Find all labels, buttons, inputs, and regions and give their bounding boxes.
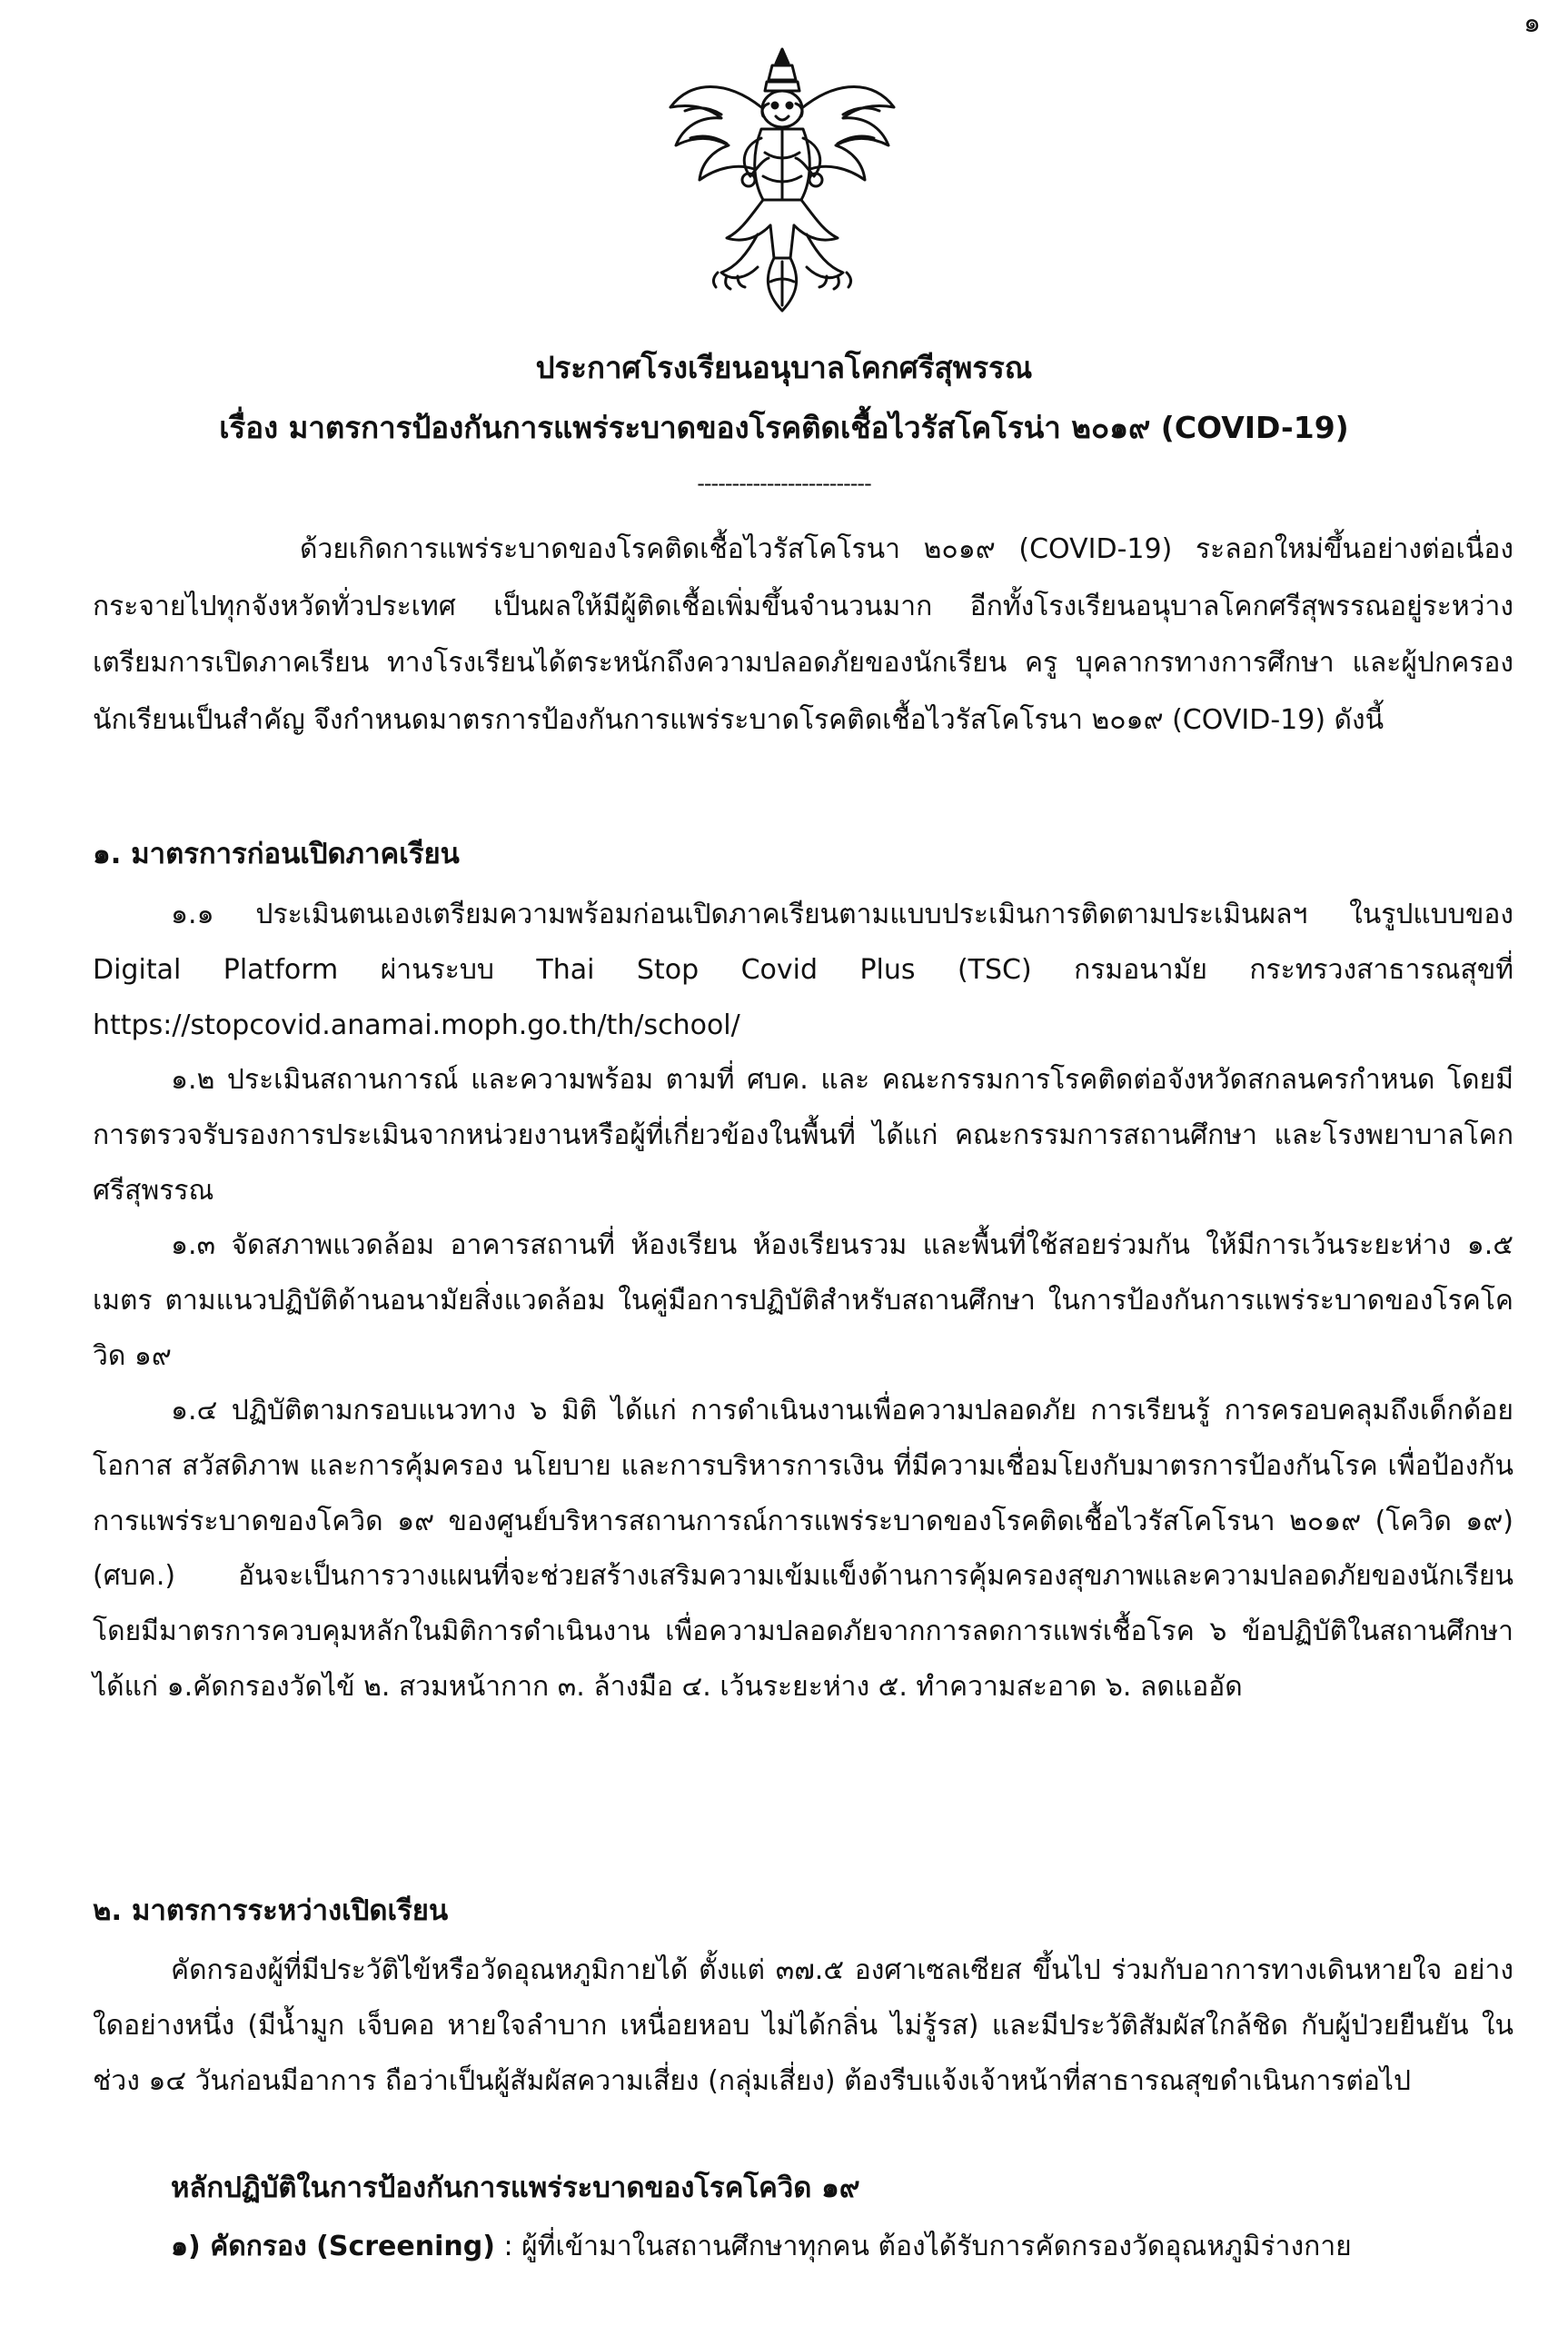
screening-label: ๑) คัดกรอง (Screening): [171, 2231, 495, 2262]
announcement-subject: เรื่อง มาตรการป้องกันการแพร่ระบาดของโรคติดเชื้อไวรัสโคโรน่า ๒๐๑๙ (COVID-19): [219, 410, 1349, 445]
section-1-item-3: ๑.๓ จัดสภาพแวดล้อม อาคารสถานที่ ห้องเรียน ห้องเรียนรวม และพื้นที่ใช้สอยร่วมกัน ให้มีการเว้นระยะห่าง ๑.๕ เมตร ตามแนวปฏิบัติด้านอนามัยสิ่งแวดล้อม ในคู่มือการปฏิบัติสำหรับสถานศึกษา ในการป้องกันการแพร่ระบาดของโรคโควิด ๑๙: [93, 1229, 1513, 1372]
section-2-paragraph: คัดกรองผู้ที่มีประวัติไข้หรือวัดอุณหภูมิกายได้ ตั้งแต่ ๓๗.๕ องศาเซลเซียส ขึ้นไป ร่วมกับอาการทางเดินหายใจ อย่างใดอย่างหนึ่ง (มีน้ำมูก เจ็บคอ หายใจลำบาก เหนื่อยหอบ ไม่ได้กลิ่น ไม่รู้รส) และมีประวัติสัมผัสใกล้ชิด กับผู้ป่วยยืนยัน ในช่วง ๑๔ วันก่อนมีอาการ ถือว่าเป็นผู้สัมผัสความเสี่ยง (กลุ่มเสี่ยง) ต้องรีบแจ้งเจ้าหน้าที่สาธารณสุขดำเนินการต่อไป: [93, 1954, 1513, 2097]
page-number: ๑: [1523, 7, 1541, 39]
section-1-item-1: ๑.๑ ประเมินตนเองเตรียมความพร้อมก่อนเปิดภาคเรียนตามแบบประเมินการติดตามประเมินผลฯ ในรูปแบบของ Digital Platform ผ่านระบบ Thai Stop Covid Plus (TSC) กรมอนามัย กระทรวงสาธารณสุขที่ https://stopcovid.anamai.moph.go.th/th/school/: [93, 899, 1513, 1041]
title-divider: -------------------------: [697, 471, 871, 496]
intro-paragraph: ด้วยเกิดการแพร่ระบาดของโรคติดเชื้อไวรัสโคโรนา ๒๐๑๙ (COVID-19) ระลอกใหม่ขึ้นอย่างต่อเนื่องกระจายไปทุกจังหวัดทั่วประเทศ เป็นผลให้มีผู้ติดเชื้อเพิ่มขึ้นจำนวนมาก อีกทั้งโรงเรียนอนุบาลโคกศรีสุพรรณอยู่ระหว่างเตรียมการเปิดภาคเรียน ทางโรงเรียนได้ตระหนักถึงความปลอดภัยของนักเรียน ครู บุคลากรทางการศึกษา และผู้ปกครองนักเรียนเป็นสำคัญ จึงกำหนดมาตรการป้องกันการแพร่ระบาดโรคติดเชื้อไวรัสโคโรนา ๒๐๑๙ (COVID-19) ดังนี้: [93, 533, 1513, 736]
section-1-heading: ๑. มาตรการก่อนเปิดภาคเรียน: [93, 838, 460, 870]
announcement-title: ประกาศโรงเรียนอนุบาลโคกศรีสุพรรณ: [535, 350, 1033, 385]
garuda-emblem-icon: [663, 44, 901, 316]
screening-text: : ผู้ที่เข้ามาในสถานศึกษาทุกคน ต้องได้รับการคัดกรองวัดอุณหภูมิร่างกาย: [494, 2231, 1352, 2262]
section-2-heading: ๒. มาตรการระหว่างเปิดเรียน: [93, 1894, 449, 1927]
section-1-item-2: ๑.๒ ประเมินสถานการณ์ และความพร้อม ตามที่ ศบค. และ คณะกรรมการโรคติดต่อจังหวัดสกลนครกำหนด โดยมีการตรวจรับรองการประเมินจากหน่วยงานหรือผู้ที่เกี่ยวข้องในพื้นที่ ได้แก่ คณะกรรมการสถานศึกษา และโรงพยาบาลโคกศรีสุพรรณ: [93, 1064, 1513, 1207]
section-1-item-4: ๑.๔ ปฏิบัติตามกรอบแนวทาง ๖ มิติ ได้แก่ การดำเนินงานเพื่อความปลอดภัย การเรียนรู้ การครอบคลุมถึงเด็กด้อยโอกาส สวัสดิภาพ และการคุ้มครอง นโยบาย และการบริหารการเงิน ที่มีความเชื่อมโยงกับมาตรการป้องกันโรค เพื่อป้องกันการแพร่ระบาดของโควิด ๑๙ ของศูนย์บริหารสถานการณ์การแพร่ระบาดของโรคติดเชื้อไวรัสโคโรนา ๒๐๑๙ (โควิด ๑๙) (ศบค.) อันจะเป็นการวางแผนที่จะช่วยสร้างเสริมความเข้มแข็งด้านการคุ้มครองสุขภาพและความปลอดภัยของนักเรียน โดยมีมาตรการควบคุมหลักในมิติการดำเนินงาน เพื่อความปลอดภัยจากการลดการแพร่เชื้อโรค ๖ ข้อปฏิบัติในสถานศึกษา ได้แก่ ๑.คัดกรองวัดไข้ ๒. สวมหน้ากาก ๓. ล้างมือ ๔. เว้นระยะห่าง ๕. ทำความสะอาด ๖. ลดแออัด: [93, 1395, 1513, 1703]
screening-line: [171, 2220, 1513, 2274]
principles-subheading: หลักปฏิบัติในการป้องกันการแพร่ระบาดของโรคโควิด ๑๙: [171, 2172, 860, 2204]
